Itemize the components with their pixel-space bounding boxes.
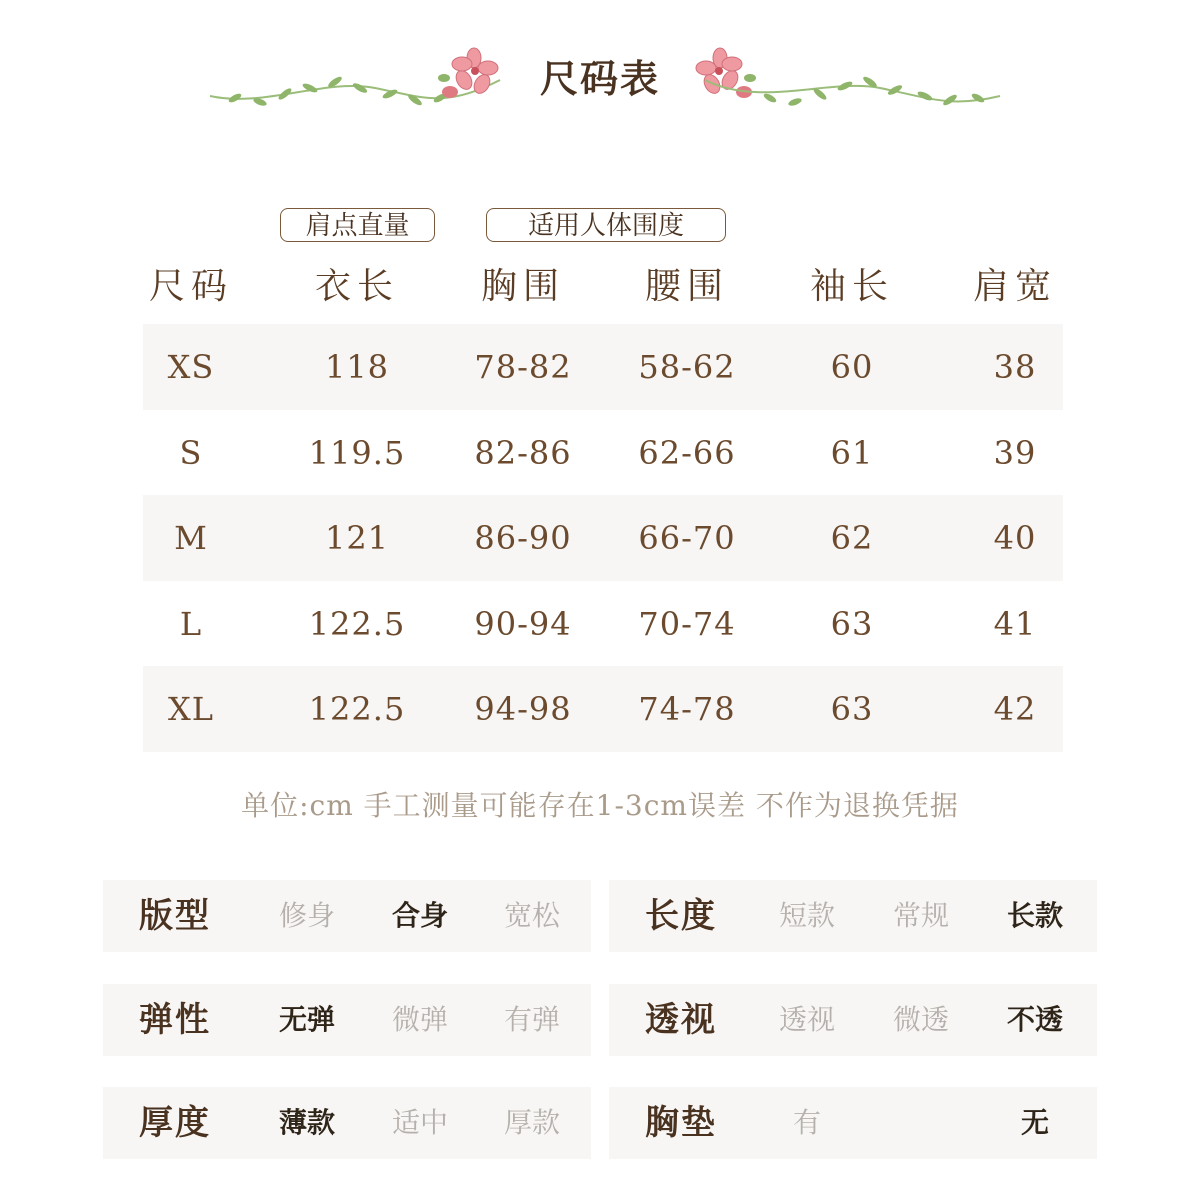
attribute-option: 短款 <box>778 899 835 932</box>
attribute-option: 透视 <box>778 1003 835 1036</box>
table-row <box>143 324 1063 410</box>
column-header-length: 衣长 <box>314 266 399 307</box>
column-header-bust: 胸围 <box>480 266 565 307</box>
table-cell: 122.5 <box>308 690 406 728</box>
table-row <box>143 581 1063 667</box>
attribute-row <box>103 984 591 1056</box>
attribute-label: 胸垫 <box>645 1103 717 1143</box>
attribute-row <box>103 880 591 952</box>
column-header-shoulder: 肩宽 <box>972 266 1057 307</box>
table-row <box>143 666 1063 752</box>
attribute-row <box>103 1087 591 1159</box>
attribute-label: 弹性 <box>139 1000 211 1040</box>
tag-body-measure: 适用人体围度 <box>486 208 726 242</box>
attribute-option: 宽松 <box>503 899 560 932</box>
tag-shoulder-measure: 肩点直量 <box>280 208 435 242</box>
table-row <box>143 410 1063 496</box>
table-cell: 41 <box>993 604 1037 643</box>
attribute-option: 有 <box>792 1106 821 1139</box>
attribute-label: 厚度 <box>139 1103 211 1143</box>
table-cell: M <box>174 519 208 557</box>
table-cell: 38 <box>993 348 1037 386</box>
attribute-option: 合身 <box>391 899 448 932</box>
column-header-size: 尺码 <box>148 266 233 307</box>
attribute-option: 常规 <box>892 899 949 932</box>
attribute-option: 适中 <box>391 1106 448 1139</box>
attribute-row <box>609 984 1097 1056</box>
table-cell: 78-82 <box>474 348 572 386</box>
table-cell: 70-74 <box>638 604 736 643</box>
attribute-option: 厚款 <box>503 1106 560 1139</box>
table-cell: 40 <box>993 519 1037 557</box>
attribute-option: 微弹 <box>391 1003 448 1036</box>
column-header-sleeve: 袖长 <box>809 266 894 307</box>
attribute-option: 微透 <box>892 1003 949 1036</box>
table-cell: 74-78 <box>638 690 736 728</box>
column-header-waist: 腰围 <box>644 266 729 307</box>
table-cell: 61 <box>830 433 874 472</box>
attribute-option: 无 <box>1020 1106 1049 1139</box>
table-cell: XS <box>167 348 215 386</box>
size-table-header <box>0 258 1200 312</box>
measurement-note: 单位:cm 手工测量可能存在1-3cm误差 不作为退换凭据 <box>241 789 959 822</box>
table-cell: 119.5 <box>308 433 406 472</box>
attribute-label: 长度 <box>645 896 717 936</box>
table-cell: 86-90 <box>474 519 572 557</box>
table-cell: 58-62 <box>638 348 736 386</box>
table-cell: 62 <box>830 519 874 557</box>
attribute-option: 薄款 <box>278 1106 335 1139</box>
attribute-option: 修身 <box>278 899 335 932</box>
table-cell: 90-94 <box>474 604 572 643</box>
table-cell: 60 <box>830 348 874 386</box>
attribute-option: 不透 <box>1006 1003 1063 1036</box>
table-cell: L <box>179 604 203 643</box>
table-cell: 42 <box>993 690 1037 728</box>
attribute-row <box>609 1087 1097 1159</box>
attribute-label: 透视 <box>645 1000 717 1040</box>
table-cell: 118 <box>324 348 390 386</box>
table-cell: XL <box>167 690 215 728</box>
table-cell: 62-66 <box>638 433 736 472</box>
attribute-row <box>609 880 1097 952</box>
table-cell: 94-98 <box>474 690 572 728</box>
table-cell: 39 <box>993 433 1037 472</box>
table-cell: 63 <box>830 690 874 728</box>
table-cell: 63 <box>830 604 874 643</box>
table-row <box>143 495 1063 581</box>
attribute-label: 版型 <box>139 896 211 936</box>
attribute-option: 有弹 <box>503 1003 560 1036</box>
attribute-option: 无弹 <box>278 1003 335 1036</box>
table-cell: S <box>179 433 203 472</box>
page-title: 尺码表 <box>539 56 660 101</box>
table-cell: 66-70 <box>638 519 736 557</box>
table-cell: 122.5 <box>308 604 406 643</box>
table-cell: 121 <box>324 519 390 557</box>
table-cell: 82-86 <box>474 433 572 472</box>
attribute-option: 长款 <box>1006 899 1063 932</box>
